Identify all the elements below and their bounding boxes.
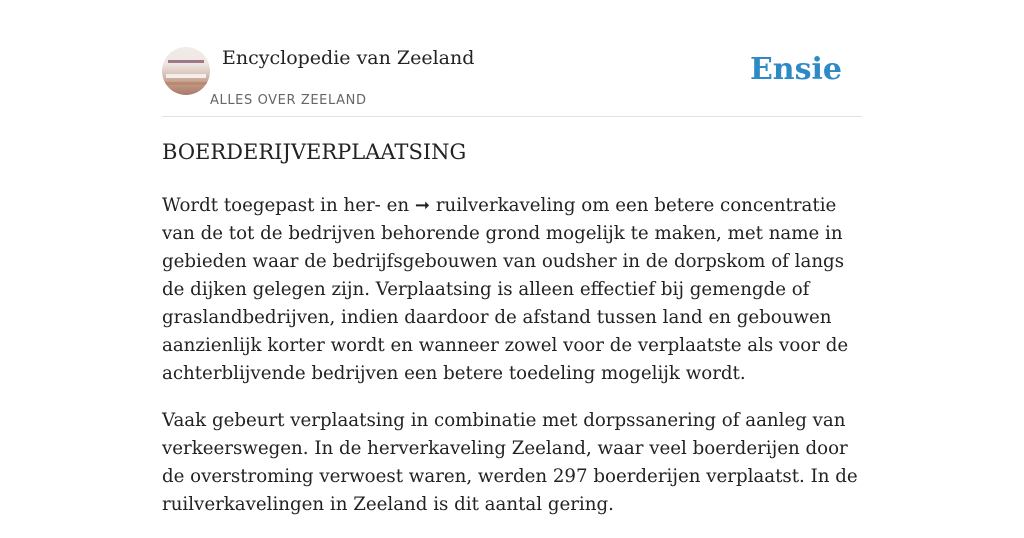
- avatar-detail: [164, 82, 208, 85]
- site-title[interactable]: Encyclopedie van Zeeland: [222, 47, 475, 69]
- avatar-detail: [166, 74, 206, 78]
- site-avatar[interactable]: [162, 47, 210, 95]
- brand-logo-link[interactable]: Ensie: [749, 52, 842, 87]
- article-body: [162, 192, 864, 538]
- article-paragraph: Vaak gebeurt verplaatsing in combinatie met dorpssanering of aanleg van verkeerswegen. In de herverkaveling Zeeland, waar veel boerderijen door de overstroming verwoest waren, werden 297 boerderijen verplaatst. In de ruilverkavelingen in Zeeland is dit aantal gering.: [162, 410, 858, 515]
- article-paragraph: Wordt toegepast in her- en ➞ ruilverkaveling om een betere concentratie van de tot de bedrijven behorende grond mogelijk te maken, met name in gebieden waar de bedrijfsgebouwen van oudsher in de dorpskom of langs de dijken gelegen zijn. Verplaatsing is alleen effectief bij gemengde of graslandbedrijven, indien daardoor de afstand tussen land en gebouwen aanzienlijk korter wordt en wanneer zowel voor de verplaatste als voor de achterblijvende bedrijven een betere toedeling mogelijk wordt.: [162, 195, 849, 384]
- site-header: [162, 44, 862, 117]
- article-title: BOERDERIJVERPLAATSING: [162, 140, 467, 164]
- site-subtitle: ALLES OVER ZEELAND: [210, 93, 367, 108]
- book-pages-icon: [168, 60, 204, 63]
